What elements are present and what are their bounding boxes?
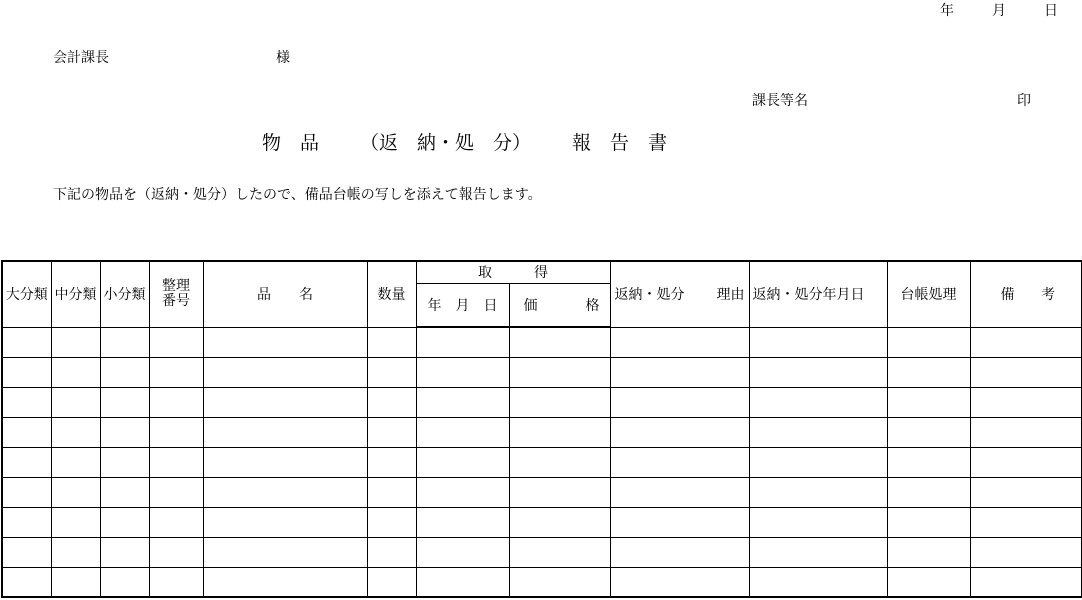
table-cell[interactable] [416,447,509,477]
header-price [509,283,610,327]
table-cell[interactable] [51,477,100,507]
table-row [2,567,1082,597]
table-cell[interactable] [887,417,970,447]
header-acq-month: 月 [455,297,470,314]
table-cell[interactable] [887,477,970,507]
date-line [940,0,1060,20]
table-cell[interactable] [2,567,51,597]
table-cell[interactable] [51,327,100,357]
table-cell[interactable] [203,417,367,447]
header-acquisition: 取 得 [416,261,610,283]
table-cell[interactable] [367,537,416,567]
table-cell[interactable] [203,447,367,477]
table-cell[interactable] [100,327,149,357]
table-cell[interactable] [416,507,509,537]
header-reason [610,261,749,327]
table-cell[interactable] [100,447,149,477]
table-cell[interactable] [509,447,610,477]
table-cell[interactable] [749,567,887,597]
table-row [2,417,1082,447]
table-cell[interactable] [887,357,970,387]
table-cell[interactable] [203,357,367,387]
table-cell[interactable] [203,567,367,597]
table-cell[interactable] [749,327,887,357]
table-cell[interactable] [749,447,887,477]
table-cell[interactable] [149,477,203,507]
header-disposal-date: 返納・処分年月日 [749,261,887,327]
table-cell[interactable] [203,477,367,507]
table-cell[interactable] [749,537,887,567]
table-cell[interactable] [970,327,1082,357]
table-cell[interactable] [149,447,203,477]
table-cell[interactable] [970,567,1082,597]
table-cell[interactable] [509,507,610,537]
table-cell[interactable] [887,507,970,537]
header-middle-category: 中分類 [51,261,100,327]
table-cell[interactable] [749,387,887,417]
table-cell[interactable] [610,357,749,387]
table-body [2,327,1082,597]
table-cell[interactable] [367,417,416,447]
table-cell[interactable] [970,537,1082,567]
header-acq-day: 日 [483,297,498,314]
table-cell[interactable] [203,507,367,537]
table-cell[interactable] [203,387,367,417]
header-item-name: 品 名 [203,261,367,327]
table-cell[interactable] [610,507,749,537]
table-cell[interactable] [367,357,416,387]
table-cell[interactable] [149,357,203,387]
table-cell[interactable] [887,567,970,597]
table-cell[interactable] [149,327,203,357]
table-cell[interactable] [509,387,610,417]
addressee-title: 会計課長 [53,50,109,66]
table-row [2,357,1082,387]
header-price-left: 価 [523,297,538,314]
date-day: 日 [1044,3,1058,19]
date-year: 年 [940,3,954,19]
table-cell[interactable] [367,567,416,597]
header-quantity: 数量 [367,261,416,327]
table-cell[interactable] [610,327,749,357]
table-cell[interactable] [51,357,100,387]
table-cell[interactable] [149,567,203,597]
table-cell[interactable] [610,417,749,447]
addressee-honorific: 様 [276,50,290,66]
table-cell[interactable] [2,417,51,447]
sender-label: 課長等名 [752,93,808,109]
table-cell[interactable] [2,447,51,477]
table-cell[interactable] [509,567,610,597]
table-cell[interactable] [100,567,149,597]
title-part-report: 報 告 書 [572,132,668,154]
table-cell[interactable] [509,357,610,387]
table-cell[interactable] [416,387,509,417]
table-cell[interactable] [51,387,100,417]
header-management-number-line1: 整理 [162,278,190,295]
table-cell[interactable] [51,507,100,537]
header-major-category: 大分類 [2,261,51,327]
header-remarks-left: 備 [1000,287,1015,304]
table-cell[interactable] [887,537,970,567]
table-cell[interactable] [149,387,203,417]
table-cell[interactable] [2,477,51,507]
table-cell[interactable] [970,477,1082,507]
header-remarks-right: 考 [1041,287,1055,304]
table-cell[interactable] [610,537,749,567]
table-cell[interactable] [51,567,100,597]
table-cell[interactable] [509,477,610,507]
header-price-right: 格 [585,297,600,314]
table-cell[interactable] [610,447,749,477]
table-cell[interactable] [610,567,749,597]
intro-text: 下記の物品を（返納・処分）したので、備品台帳の写しを添えて報告します。 [53,187,542,203]
header-management-number-line2: 番号 [162,293,190,310]
document-title [262,128,702,154]
table-cell[interactable] [100,477,149,507]
table-cell[interactable] [2,357,51,387]
table-cell[interactable] [51,447,100,477]
table-cell[interactable] [970,357,1082,387]
header-minor-category: 小分類 [100,261,149,327]
table-cell[interactable] [749,417,887,447]
table-row [2,477,1082,507]
header-acquisition-date [416,283,509,327]
table-cell[interactable] [416,567,509,597]
header-reason-left: 返納・処分 [614,287,685,304]
table-cell[interactable] [509,537,610,567]
table-cell[interactable] [970,507,1082,537]
table-row [2,387,1082,417]
table-cell[interactable] [610,477,749,507]
table-cell[interactable] [51,537,100,567]
table-cell[interactable] [100,507,149,537]
header-remarks [970,261,1082,327]
table-cell[interactable] [367,327,416,357]
table-cell[interactable] [100,417,149,447]
table-cell[interactable] [887,447,970,477]
table-cell[interactable] [367,447,416,477]
table-cell[interactable] [416,357,509,387]
table-cell[interactable] [509,417,610,447]
table-cell[interactable] [149,417,203,447]
table-cell[interactable] [970,387,1082,417]
table-cell[interactable] [149,507,203,537]
table-cell[interactable] [416,417,509,447]
table-cell[interactable] [367,387,416,417]
table-cell[interactable] [203,327,367,357]
table-cell[interactable] [100,537,149,567]
header-reason-right: 理由 [716,287,745,304]
report-table [1,260,1082,598]
table-cell[interactable] [149,537,203,567]
header-ledger-processing: 台帳処理 [887,261,970,327]
table-cell[interactable] [887,327,970,357]
header-management-number [149,261,203,327]
header-acq-year: 年 [427,297,442,314]
table-row [2,327,1082,357]
title-part-return-disposal: （返 納・処 分） [360,132,532,154]
table-row [2,537,1082,567]
table-cell[interactable] [749,507,887,537]
table-cell[interactable] [416,537,509,567]
table-cell[interactable] [509,327,610,357]
table-cell[interactable] [367,477,416,507]
seal-mark: 印 [1017,93,1031,109]
table-cell[interactable] [2,507,51,537]
table-row [2,447,1082,477]
table-cell[interactable] [2,537,51,567]
title-part-items: 物 品 [262,132,320,154]
table-cell[interactable] [887,387,970,417]
table-cell[interactable] [100,387,149,417]
table-cell[interactable] [416,477,509,507]
table-cell[interactable] [970,447,1082,477]
table-cell[interactable] [610,387,749,417]
table-cell[interactable] [970,417,1082,447]
table-cell[interactable] [749,357,887,387]
table-cell[interactable] [367,507,416,537]
table-cell[interactable] [203,537,367,567]
table-cell[interactable] [416,327,509,357]
table-cell[interactable] [51,417,100,447]
date-month: 月 [992,3,1006,19]
table-cell[interactable] [2,387,51,417]
table-row [2,507,1082,537]
table-cell[interactable] [2,327,51,357]
table-cell[interactable] [749,477,887,507]
table-cell[interactable] [100,357,149,387]
